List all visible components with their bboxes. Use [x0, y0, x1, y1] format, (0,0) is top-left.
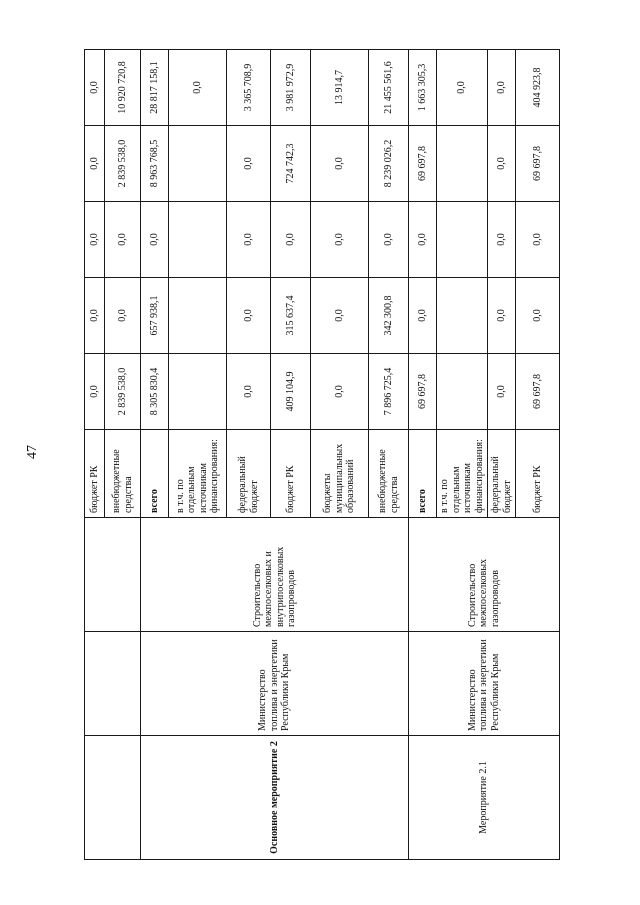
- value-cell: 8 239 026,2: [369, 126, 409, 202]
- value-cell: 0,0: [105, 202, 141, 278]
- main-event-cell: Основное мероприятие 2: [141, 736, 409, 860]
- value-cell: 0,0: [85, 126, 105, 202]
- value-cell: [169, 126, 227, 202]
- funding-source: в т.ч. по отдельным источникам финансирования:: [437, 430, 488, 518]
- value-cell: [437, 126, 488, 202]
- value-cell: 69 697,8: [516, 354, 560, 430]
- value-cell: 0,0: [227, 354, 271, 430]
- funding-source: внебюджетные средства: [369, 430, 409, 518]
- funding-source: федеральный бюджет: [227, 430, 271, 518]
- funding-source: федеральный бюджет: [488, 430, 516, 518]
- executor-cell: Министерство топлива и энергетики Республики Крым: [409, 632, 560, 736]
- funding-source: в т.ч. по отдельным источникам финансирования:: [169, 430, 227, 518]
- value-cell: 0,0: [169, 50, 227, 126]
- value-cell: 0,0: [488, 50, 516, 126]
- value-cell: 8 963 768,5: [141, 126, 169, 202]
- value-cell: 0,0: [409, 202, 437, 278]
- value-cell: 69 697,8: [409, 354, 437, 430]
- value-cell: 2 839 538,0: [105, 126, 141, 202]
- table-row: [141, 50, 169, 860]
- value-cell: 0,0: [409, 278, 437, 354]
- value-cell: 13 914,7: [311, 50, 369, 126]
- value-cell: 657 938,1: [141, 278, 169, 354]
- value-cell: 0,0: [105, 278, 141, 354]
- value-cell: 0,0: [85, 354, 105, 430]
- value-cell: 1 663 305,3: [409, 50, 437, 126]
- value-cell: 69 697,8: [409, 126, 437, 202]
- funding-source: бюджеты муниципальных образований: [311, 430, 369, 518]
- main-event-cell: Мероприятие 2.1: [409, 736, 560, 860]
- funding-source: бюджет РК: [516, 430, 560, 518]
- value-cell: 0,0: [488, 202, 516, 278]
- value-cell: [437, 278, 488, 354]
- value-cell: 0,0: [311, 126, 369, 202]
- funding-source: бюджет РК: [271, 430, 311, 518]
- value-cell: 724 742,3: [271, 126, 311, 202]
- value-cell: 3 981 972,9: [271, 50, 311, 126]
- funding-source: бюджет РК: [85, 430, 105, 518]
- value-cell: 69 697,8: [516, 126, 560, 202]
- financing-table: [84, 49, 560, 860]
- executor-cell: Министерство топлива и энергетики Республики Крым: [141, 632, 409, 736]
- main-event-cell: [85, 736, 141, 860]
- value-cell: 315 637,4: [271, 278, 311, 354]
- funding-source: всего: [409, 430, 437, 518]
- value-cell: 2 839 538,0: [105, 354, 141, 430]
- value-cell: 0,0: [437, 50, 488, 126]
- value-cell: [437, 202, 488, 278]
- event-name-cell: [85, 518, 141, 632]
- value-cell: 0,0: [311, 354, 369, 430]
- value-cell: 404 923,8: [516, 50, 560, 126]
- value-cell: 0,0: [271, 202, 311, 278]
- value-cell: 0,0: [488, 354, 516, 430]
- table-row: [409, 50, 437, 860]
- value-cell: 0,0: [85, 278, 105, 354]
- value-cell: 7 896 725,4: [369, 354, 409, 430]
- value-cell: 28 817 158,1: [141, 50, 169, 126]
- value-cell: 8 305 830,4: [141, 354, 169, 430]
- value-cell: 0,0: [85, 202, 105, 278]
- value-cell: 0,0: [369, 202, 409, 278]
- event-name-cell: Строительство межпоселковых газопроводов: [409, 518, 560, 632]
- value-cell: [169, 278, 227, 354]
- value-cell: 0,0: [85, 50, 105, 126]
- funding-source: всего: [141, 430, 169, 518]
- value-cell: [169, 202, 227, 278]
- value-cell: 10 920 720,8: [105, 50, 141, 126]
- value-cell: 342 300,8: [369, 278, 409, 354]
- value-cell: 0,0: [227, 202, 271, 278]
- page-number: 47: [25, 445, 40, 459]
- value-cell: 0,0: [516, 202, 560, 278]
- event-name-cell: Строительство межпоселковых и внутрипоселковых газопроводов: [141, 518, 409, 632]
- value-cell: 21 455 561,6: [369, 50, 409, 126]
- funding-source: внебюджетные средства: [105, 430, 141, 518]
- value-cell: [437, 354, 488, 430]
- executor-cell: [85, 632, 141, 736]
- value-cell: 0,0: [227, 278, 271, 354]
- value-cell: 0,0: [311, 202, 369, 278]
- value-cell: 0,0: [311, 278, 369, 354]
- value-cell: 0,0: [227, 126, 271, 202]
- value-cell: 0,0: [488, 126, 516, 202]
- table-row: [85, 50, 105, 860]
- value-cell: 0,0: [516, 278, 560, 354]
- value-cell: 3 365 708,9: [227, 50, 271, 126]
- rotated-table-area: [84, 50, 558, 860]
- value-cell: 0,0: [488, 278, 516, 354]
- value-cell: 409 104,9: [271, 354, 311, 430]
- value-cell: [169, 354, 227, 430]
- value-cell: 0,0: [141, 202, 169, 278]
